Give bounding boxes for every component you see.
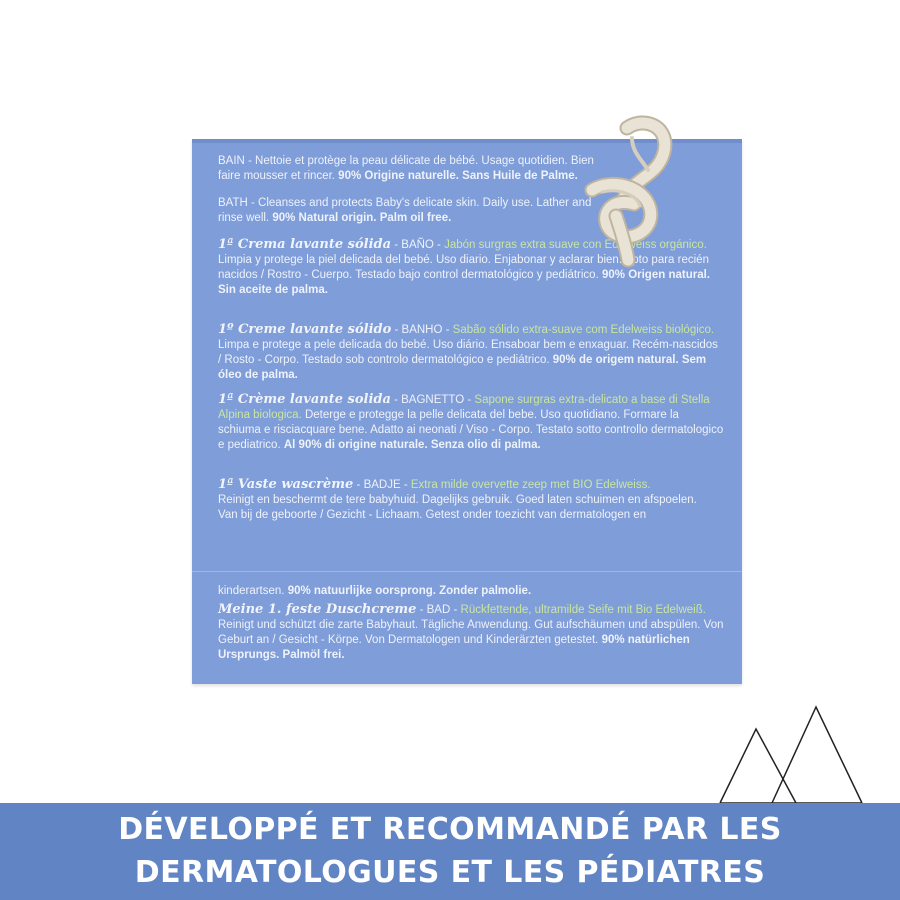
it-body: Deterge e protegge la pelle delicata del bebe. Uso quotidiano. Formare la schiuma e risciacquare bene. Adatto ai neonati / Viso - Corpo. Testato sotto controllo dermatologico e pediatrico. — [218, 409, 724, 451]
es-title: 1ª Crema lavante sólida — [218, 237, 392, 252]
fr-line2: faire mousser et rincer. — [218, 170, 335, 182]
en-bold: 90% Natural origin. Palm oil free. — [272, 212, 452, 224]
fr-line1: BAIN - Nettoie et protège la peau délicate de bébé. Usage quotidien. Bien — [218, 155, 594, 167]
fr-bold: 90% Origine naturelle. Sans Huile de Palme. — [338, 170, 578, 182]
nl-title: 1ª Vaste wascrème — [218, 477, 354, 492]
pt-body: Limpa e protege a pele delicada do bebé. Uso diário. Ensaboar bem e enxaguar. Recém-nascidos / Rosto - Corpo. Testado sob controlo dermatológico e pediátrico. — [218, 339, 718, 366]
es-tag: Jabón surgras extra suave con Edelweiss orgánico. — [444, 239, 707, 251]
nl-tag: Extra milde overvette zeep met BIO Edelweiss. — [410, 479, 651, 491]
text-de — [218, 602, 724, 663]
nl-bold: 90% natuurlijke oorsprong. Zonder palmolie. — [287, 585, 532, 597]
de-title: Meine 1. feste Duschcreme — [218, 602, 417, 617]
nl-body1: Reinigt en beschermt de tere babyhuid. Dagelijks gebruik. Goed laten schuimen en afspoelen. — [218, 494, 697, 506]
rope-knot-icon — [572, 108, 682, 268]
claim-banner — [0, 803, 900, 900]
de-bold: 90% natürlichen Ursprungs. Palmöl frei. — [218, 634, 690, 661]
box-fold-line — [192, 571, 742, 572]
it-label: - BAGNETTO - — [394, 394, 472, 406]
nl-body3: kinderartsen. — [218, 585, 285, 597]
pt-title: 1º Creme lavante sólido — [218, 322, 392, 337]
banner-line-1: DÉVELOPPÉ ET RECOMMANDÉ PAR LES — [118, 812, 782, 847]
de-tag: Rückfettende, ultramilde Seife mit Bio Edelweiß. — [460, 604, 706, 616]
es-body: Limpia y protege la piel delicada del bebé. Uso diario. Enjabonar y aclarar bien. Apto para recién nacidos / Rostro - Cuerpo. Testado bajo control dermatológico y pediátrico. — [218, 254, 709, 281]
de-body: Reinigt und schützt die zarte Babyhaut. Tägliche Anwendung. Gut aufschäumen und abspülen. Von Geburt an / Gesicht - Körpe. Von Dermatologen und Kinderärzten getestet. — [218, 619, 724, 646]
text-pt — [218, 322, 724, 383]
it-tag: Sapone surgras extra-delicato a base di Stella Alpina biologica. — [218, 394, 710, 421]
nl-label: - BADJE - — [356, 479, 408, 491]
en-line2: rinse well. — [218, 212, 270, 224]
de-label: - BAD - — [419, 604, 458, 616]
pt-bold: 90% de origem natural. Sem óleo de palma. — [218, 354, 707, 381]
pt-tag: Sabão sólido extra-suave com Edelweiss biológico. — [452, 324, 715, 336]
pt-label: - BANHO - — [394, 324, 450, 336]
en-line1: BATH - Cleanses and protects Baby's delicate skin. Daily use. Lather and — [218, 197, 592, 209]
es-label: - BAÑO - — [394, 239, 441, 251]
it-bold: Al 90% di origine naturale. Senza olio di palma. — [283, 439, 541, 451]
it-title: 1ª Crème lavante solida — [218, 392, 391, 407]
banner-line-2: DERMATOLOGUES ET LES PÉDIATRES — [134, 855, 766, 890]
text-nl-continued — [218, 584, 724, 599]
nl-body2: Van bij de geboorte / Gezicht - Lichaam. Getest onder toezicht van dermatologen en — [218, 509, 647, 521]
es-bold: 90% Origen natural. Sin aceite de palma. — [218, 269, 710, 296]
text-nl — [218, 477, 724, 523]
text-it — [218, 392, 724, 453]
